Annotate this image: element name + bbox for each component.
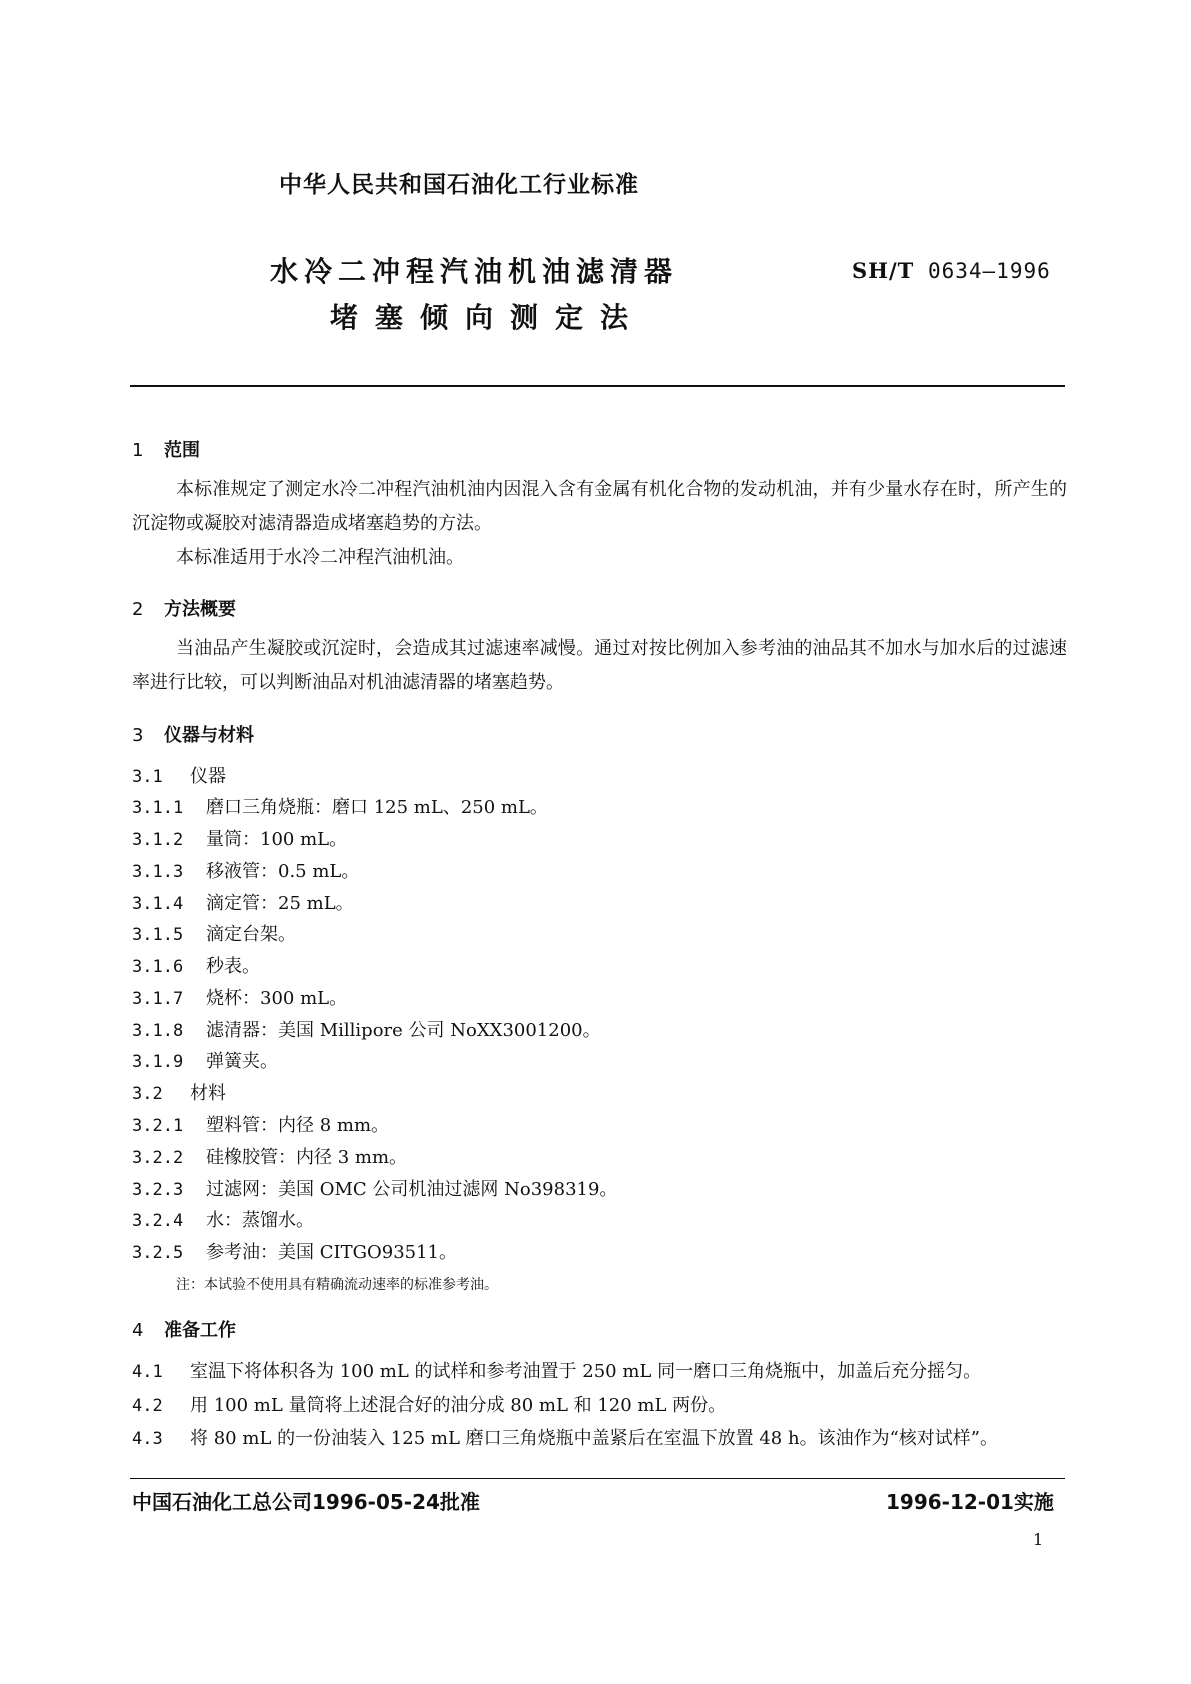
clause-item: 3.2.5 参考油：美国 CITGO93511。 (132, 1242, 458, 1263)
standard-code (852, 258, 1051, 283)
clause-item: 3.2.2 硅橡胶管：内径 3 mm。 (132, 1147, 408, 1168)
clause-item: 3.2.1 塑料管：内径 8 mm。 (132, 1115, 390, 1136)
standard-prefix: SH/T (852, 258, 915, 283)
clause-item: 3.2.4 水：蒸馏水。 (132, 1210, 314, 1231)
section-number: 1 (132, 440, 144, 461)
issuing-organization: 中华人民共和国石油化工行业标准 (279, 172, 639, 198)
approval-date: 中国石油化工总公司1996-05-24批准 (132, 1490, 480, 1514)
note: 注：本试验不使用具有精确流动速率的标准参考油。 (176, 1277, 498, 1293)
document-title-line2: 堵塞倾向测定法 (330, 301, 646, 334)
section-number: 4 (132, 1320, 144, 1341)
clause-item: 3.2.3 过滤网：美国 OMC 公司机油过滤网 No398319。 (132, 1179, 618, 1200)
section-2-heading (132, 595, 236, 621)
section-title: 仪器与材料 (164, 725, 254, 746)
prep-item: 4.2 用 100 mL 量筒将上述混合好的油分成 80 mL 和 120 mL 两份。 (132, 1395, 727, 1416)
section-1-heading (132, 436, 200, 462)
prep-item: 4.1 室温下将体积各为 100 mL 的试样和参考油置于 250 mL 同一磨口三角烧瓶中，加盖后充分摇匀。 (132, 1361, 982, 1382)
clause-item: 3.1.6 秒表。 (132, 956, 260, 977)
clause-item: 3.1 仪器 (132, 766, 226, 787)
clause-item: 3.1.7 烧杯：300 mL。 (132, 988, 348, 1009)
section-number: 2 (132, 599, 144, 620)
section-1-paragraph-2: 本标准适用于水冷二冲程汽油机油。 (176, 547, 464, 568)
page-number: 1 (1033, 1530, 1044, 1549)
section-1-paragraph-1: 本标准规定了测定水冷二冲程汽油机油内因混入含有金属有机化合物的发动机油，并有少量水存在时，所产生的沉淀物或凝胶对滤清器造成堵塞趋势的方法。 (132, 479, 1067, 534)
clause-item: 3.1.9 弹簧夹。 (132, 1051, 278, 1072)
clause-item: 3.2 材料 (132, 1083, 226, 1104)
standard-number: 0634—1996 (927, 259, 1051, 283)
clause-item: 3.1.3 移液管：0.5 mL。 (132, 861, 360, 882)
clause-item: 3.1.4 滴定管：25 mL。 (132, 893, 354, 914)
section-title: 范围 (164, 440, 200, 461)
section-4-heading (132, 1316, 236, 1342)
clause-item: 3.1.5 滴定台架。 (132, 924, 296, 945)
section-title: 准备工作 (164, 1320, 236, 1341)
clause-item: 3.1.1 磨口三角烧瓶：磨口 125 mL、250 mL。 (132, 797, 548, 818)
document-title-line1: 水冷二冲程汽油机油滤清器 (270, 255, 679, 288)
prep-item: 4.3 将 80 mL 的一份油装入 125 mL 磨口三角烧瓶中盖紧后在室温下放置 48 h。该油作为“核对试样”。 (132, 1428, 998, 1449)
effective-date: 1996-12-01实施 (886, 1490, 1054, 1514)
section-3-heading (132, 721, 254, 747)
clause-item: 3.1.8 滤清器：美国 Millipore 公司 NoXX3001200。 (132, 1020, 601, 1041)
section-title: 方法概要 (164, 599, 236, 620)
clause-item: 3.1.2 量筒：100 mL。 (132, 829, 348, 850)
section-number: 3 (132, 725, 144, 746)
header-divider (130, 385, 1065, 387)
section-2-paragraph-1: 当油品产生凝胶或沉淀时，会造成其过滤速率减慢。通过对按比例加入参考油的油品其不加水与加水后的过滤速率进行比较，可以判断油品对机油滤清器的堵塞趋势。 (132, 638, 1067, 693)
footer-divider (130, 1478, 1065, 1479)
